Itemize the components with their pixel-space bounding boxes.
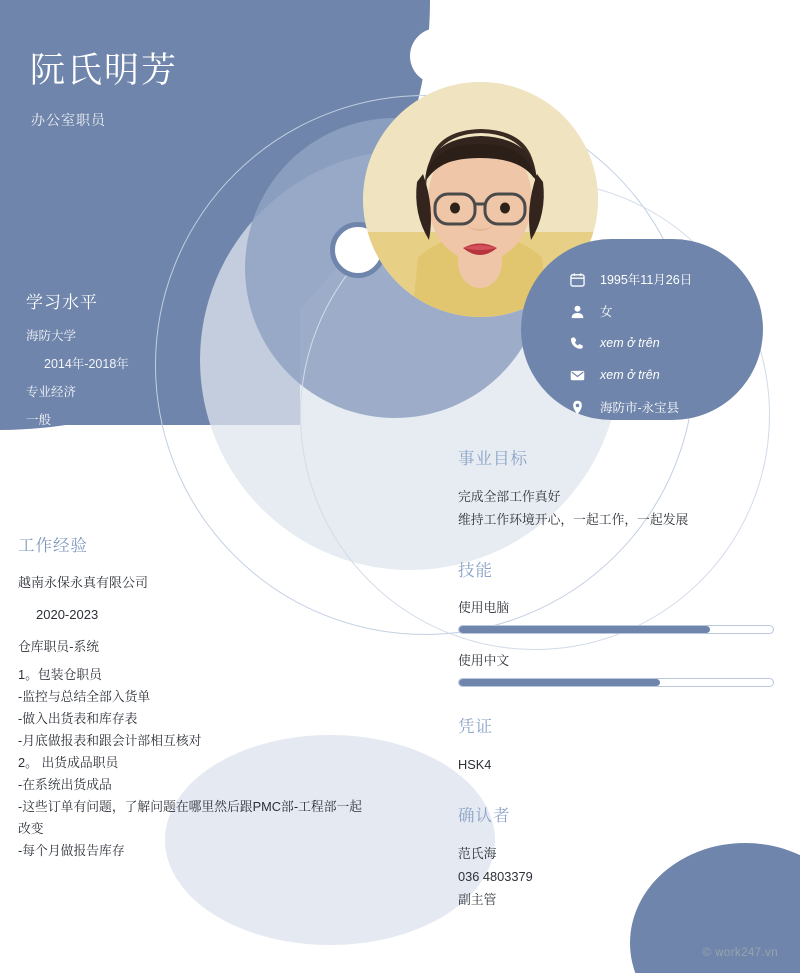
experience-item: -在系统出货成品 — [18, 777, 112, 792]
objective-line: 完成全部工作真好 — [458, 489, 561, 504]
contact-row-gender — [570, 297, 780, 325]
experience-item: -月底做报表和跟会计部相互核对 — [18, 733, 202, 748]
reference-role: 副主管 — [458, 892, 497, 907]
calendar-icon — [570, 272, 592, 287]
contact-row-phone — [570, 329, 780, 357]
experience-item: -做入出货表和库存表 — [18, 711, 138, 726]
reference-name: 范氏海 — [458, 846, 497, 861]
contact-row-birthdate — [570, 265, 780, 293]
contact-row-email — [570, 361, 780, 389]
contact-row-location — [570, 393, 780, 421]
education-school: 海防大学 — [26, 329, 77, 343]
phone-icon — [570, 336, 592, 351]
experience-item: -监控与总结全部入货单 — [18, 689, 151, 704]
footer-credit — [702, 947, 778, 959]
contact-value: 海防市-永宝县 — [600, 401, 680, 415]
skill-label: 使用电脑 — [458, 600, 510, 615]
copyright-symbol: © — [702, 947, 712, 959]
contact-value: xem ở trên — [600, 368, 660, 382]
job-title: 办公室职员 — [31, 112, 106, 128]
experience-section — [18, 532, 438, 862]
reference-section — [458, 802, 776, 911]
small-white-circle — [410, 28, 466, 84]
experience-item: 2。 出货成品职员 — [18, 755, 119, 770]
education-major: 专业经济 — [26, 385, 77, 399]
experience-item: -每个月做报告库存 — [18, 843, 125, 858]
education-section — [26, 288, 286, 438]
experience-item: -这些订单有问题，了解问题在哪里然后跟PMC部-工程部一起 — [18, 799, 363, 814]
objective-line: 维持工作环境开心，一起工作，一起发展 — [458, 512, 689, 527]
experience-item: 改变 — [18, 821, 44, 836]
contact-value: xem ở trên — [600, 336, 660, 350]
email-icon — [570, 368, 592, 383]
page-title: 阮氏明芳 — [30, 51, 179, 90]
contact-list — [570, 265, 780, 425]
education-grade: 一般 — [26, 413, 52, 427]
footer-site: work247.vn — [715, 947, 778, 959]
education-title: 学习水平 — [26, 293, 98, 312]
location-icon — [570, 400, 592, 415]
objective-title: 事业目标 — [458, 450, 528, 468]
experience-role: 仓库职员-系统 — [18, 639, 100, 654]
skills-section — [458, 557, 776, 687]
certificate-section — [458, 713, 776, 776]
skill-progress-bar — [458, 625, 774, 634]
contact-value: 1995年11月26日 — [600, 273, 693, 287]
reference-title: 确认者 — [458, 807, 511, 825]
certificate-title: 凭证 — [458, 718, 493, 736]
experience-title: 工作经验 — [18, 537, 88, 555]
objective-section — [458, 445, 776, 531]
experience-years: 2020-2023 — [36, 607, 99, 622]
education-years: 2014年-2018年 — [44, 357, 129, 371]
certificate-value: HSK4 — [458, 757, 492, 772]
skill-label: 使用中文 — [458, 653, 510, 668]
contact-value: 女 — [600, 305, 613, 319]
person-icon — [570, 304, 592, 319]
skills-title: 技能 — [458, 562, 493, 580]
right-column — [458, 445, 776, 937]
skill-progress-bar — [458, 678, 774, 687]
reference-phone: 036 4803379 — [458, 869, 533, 884]
experience-company: 越南永保永真有限公司 — [18, 575, 149, 590]
experience-item: 1。包装仓职员 — [18, 667, 102, 682]
